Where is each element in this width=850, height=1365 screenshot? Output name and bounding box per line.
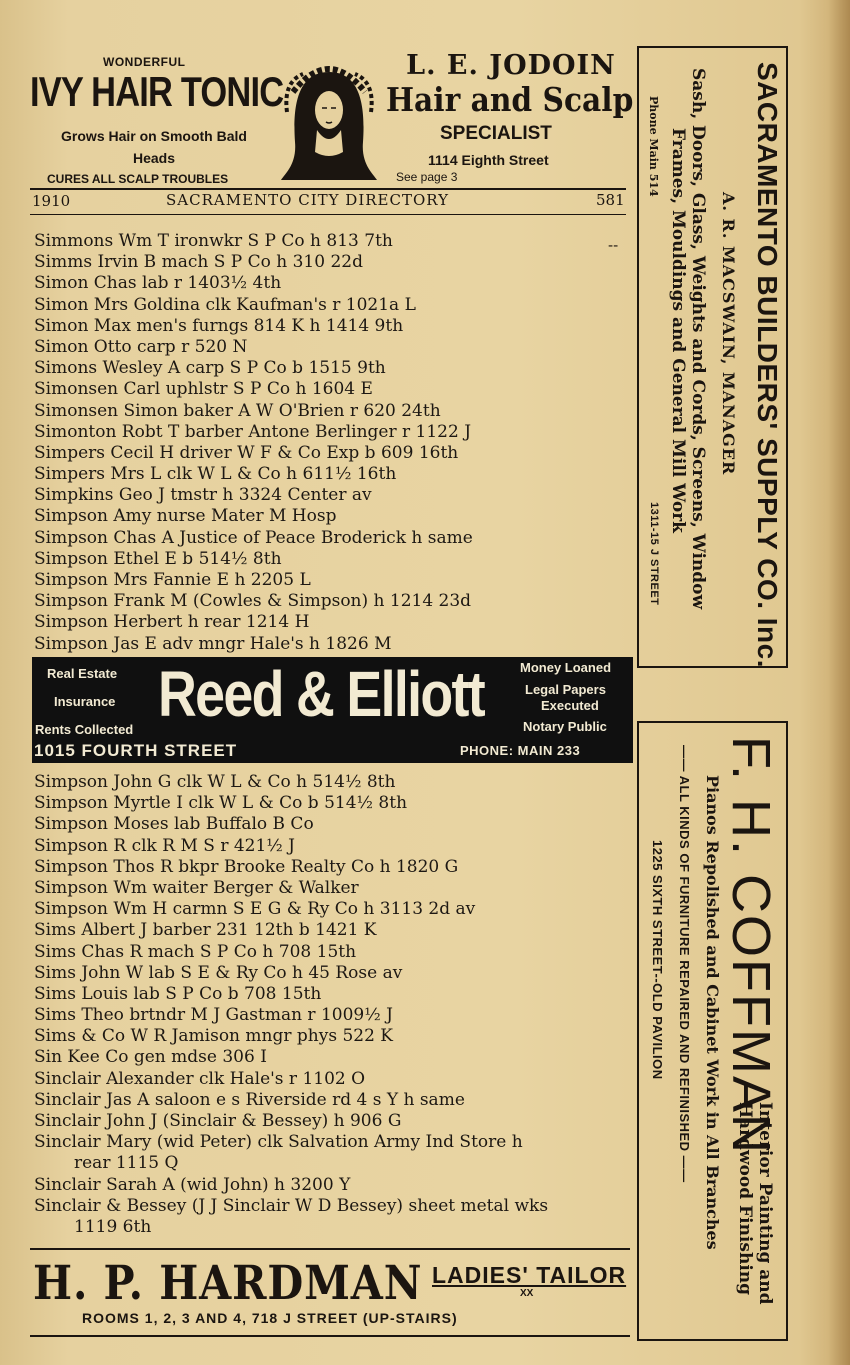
builders-title: SACRAMENTO BUILDERS' SUPPLY CO. Inc. <box>752 62 783 669</box>
directory-entry: Simpson Moses lab Buffalo B Co <box>34 814 314 835</box>
directory-entry: Sims Chas R mach S P Co h 708 15th <box>34 941 357 962</box>
page-number: 581 <box>596 191 625 209</box>
directory-entry: Simonsen Carl uphlstr S P Co h 1604 E <box>34 379 373 400</box>
directory-entry: Sims Louis lab S P Co b 708 15th <box>34 983 322 1004</box>
coffman-line3: Pianos Repolished and Cabinet Work in All Branches <box>703 775 722 1250</box>
hardman-ornament: XX <box>520 1288 534 1299</box>
reed-left3: Rents Collected <box>35 722 134 737</box>
hardman-rooms: ROOMS 1, 2, 3 AND 4, 718 J STREET (UP-STAIRS) <box>82 1310 458 1326</box>
directory-entry: Simpson Ethel E b 514½ 8th <box>34 548 282 569</box>
directory-entry: Simpson Amy nurse Mater M Hosp <box>34 506 337 527</box>
reed-elliott-ad <box>32 657 633 763</box>
directory-entry: Simpson John G clk W L & Co h 514½ 8th <box>34 772 396 792</box>
directory-entry: Simmons Wm T ironwkr S P Co h 813 7th <box>34 231 393 251</box>
jodoin-line1: Hair and Scalp <box>386 80 634 119</box>
reed-name: Reed & Elliott <box>158 658 484 730</box>
reed-right1: Money Loaned <box>520 660 612 675</box>
continuation-dash: -- <box>608 236 619 254</box>
directory-entry: Simpson Myrtle I clk W L & Co b 514½ 8th <box>34 793 408 814</box>
directory-entry: Simpson R clk R M S r 421½ J <box>34 835 296 856</box>
directory-entry: Simpson Mrs Fannie E h 2205 L <box>34 570 311 590</box>
ivy-cures: CURES ALL SCALP TROUBLES <box>47 172 229 186</box>
header-rule <box>30 188 626 190</box>
running-head-year: 1910 <box>32 192 71 210</box>
directory-entry: Sims Theo brtndr M J Gastman r 1009½ J <box>34 1005 393 1026</box>
reed-left1: Real Estate <box>47 666 118 681</box>
coffman-line4: —— ALL KINDS OF FURNITURE REPAIRED AND REFINISHED —— <box>677 745 692 1183</box>
reed-right3: Executed <box>541 698 599 713</box>
builders-street: 1311-15 J STREET <box>648 502 660 606</box>
coffman-address: 1225 SIXTH STREET--OLD PAVILION <box>650 840 665 1080</box>
directory-entry: Sin Kee Co gen mdse 306 I <box>34 1047 267 1068</box>
builders-phone: Phone Main 514 <box>647 96 660 197</box>
directory-entry: Simons Wesley A carp S P Co b 1515 9th <box>34 358 386 379</box>
directory-entry: Sinclair John J (Sinclair & Bessey) h 906 G <box>34 1111 402 1131</box>
directory-listing-bottom <box>34 772 634 1238</box>
jodoin-address: 1114 Eighth Street <box>428 152 549 168</box>
ivy-product: IVY HAIR TONIC <box>30 68 284 115</box>
running-head-rule <box>30 214 626 215</box>
jodoin-name: L. E. JODOIN <box>406 50 616 81</box>
directory-entry: Simpson Herbert h rear 1214 H <box>34 612 310 633</box>
directory-entry: Simon Otto carp r 520 N <box>34 336 248 357</box>
ivy-tagline: Grows Hair on Smooth Bald Heads <box>61 128 247 166</box>
directory-entry: Simms Irvin B mach S P Co h 310 22d <box>34 252 363 273</box>
directory-entry: Sinclair & Bessey (J J Sinclair W D Bessey) sheet metal wks <box>34 1195 549 1216</box>
directory-entry: Simpson Jas E adv mngr Hale's h 1826 M <box>34 633 392 654</box>
directory-entry: Simon Max men's furngs 814 K h 1414 9th <box>34 315 404 336</box>
hardman-bottom-rule <box>30 1335 630 1337</box>
hardman-top-rule <box>30 1248 630 1250</box>
directory-entry: Simonsen Simon baker A W O'Brien r 620 24th <box>34 400 441 421</box>
directory-entry: Simpson Frank M (Cowles & Simpson) h 1214 23d <box>34 591 472 612</box>
reed-phone: PHONE: MAIN 233 <box>460 743 581 758</box>
running-head-title: SACRAMENTO CITY DIRECTORY <box>166 191 450 209</box>
reed-right4: Notary Public <box>523 719 607 734</box>
directory-entry: Sinclair Mary (wid Peter) clk Salvation Army Ind Store h <box>34 1132 523 1153</box>
reed-address: 1015 FOURTH STREET <box>34 741 238 760</box>
jodoin-see: See page 3 <box>396 170 458 184</box>
hardman-tailor: LADIES' TAILOR <box>432 1262 627 1288</box>
directory-entry: Sinclair Sarah A (wid John) h 3200 Y <box>34 1174 351 1195</box>
directory-entry: Simpson Wm waiter Berger & Walker <box>34 877 359 898</box>
directory-listing-top <box>34 231 634 655</box>
directory-entry: Sims Albert J barber 231 12th b 1421 K <box>34 920 377 941</box>
ivy-kicker: WONDERFUL <box>103 55 186 69</box>
directory-entry: Simpson Thos R bkpr Brooke Realty Co h 1820 G <box>34 856 459 877</box>
directory-entry: Simpers Mrs L clk W L & Co h 611½ 16th <box>34 464 397 485</box>
builders-line2: Frames, Mouldings and General Mill Work <box>668 128 688 533</box>
coffman-line2: Hardwood Finishing <box>735 1102 755 1296</box>
builders-manager: A. R. MACSWAIN, MANAGER <box>719 192 738 476</box>
page-spine-shadow <box>828 0 850 1365</box>
hardman-name: H. P. HARDMAN <box>33 1256 423 1311</box>
builders-line1: Sash, Doors, Glass, Weights and Cords, Screens, Window <box>688 68 708 610</box>
directory-entry: Simonton Robt T barber Antone Berlinger r 1122 J <box>34 421 472 442</box>
reed-right2: Legal Papers <box>525 682 606 697</box>
directory-entry: Simpson Chas A Justice of Peace Broderick h same <box>34 527 473 548</box>
directory-entry: Sinclair Alexander clk Hale's r 1102 O <box>34 1068 366 1089</box>
directory-entry: Simon Chas lab r 1403½ 4th <box>34 273 282 294</box>
directory-entry: Simpers Cecil H driver W F & Co Exp b 609 16th <box>34 442 459 463</box>
jodoin-line2: SPECIALIST <box>440 123 552 144</box>
woman-portrait-illustration <box>273 52 385 180</box>
reed-left2: Insurance <box>54 694 116 709</box>
coffman-name: F. H. COFFMAN <box>721 736 781 1155</box>
directory-entry-continuation: 1119 6th <box>74 1216 152 1237</box>
directory-entry: Sinclair Jas A saloon e s Riverside rd 4 s Y h same <box>34 1089 465 1110</box>
directory-entry: Sims John W lab S E & Ry Co h 45 Rose av <box>34 962 403 983</box>
coffman-line1: Interior Painting and <box>755 1102 775 1305</box>
directory-entry: Simpkins Geo J tmstr h 3324 Center av <box>34 485 372 506</box>
directory-entry: Simpson Wm H carmn S E G & Ry Co h 3113 2d av <box>34 899 476 920</box>
directory-entry-continuation: rear 1115 Q <box>74 1153 179 1174</box>
directory-entry: Simon Mrs Goldina clk Kaufman's r 1021a L <box>34 294 416 315</box>
directory-entry: Sims & Co W R Jamison mngr phys 522 K <box>34 1026 394 1047</box>
